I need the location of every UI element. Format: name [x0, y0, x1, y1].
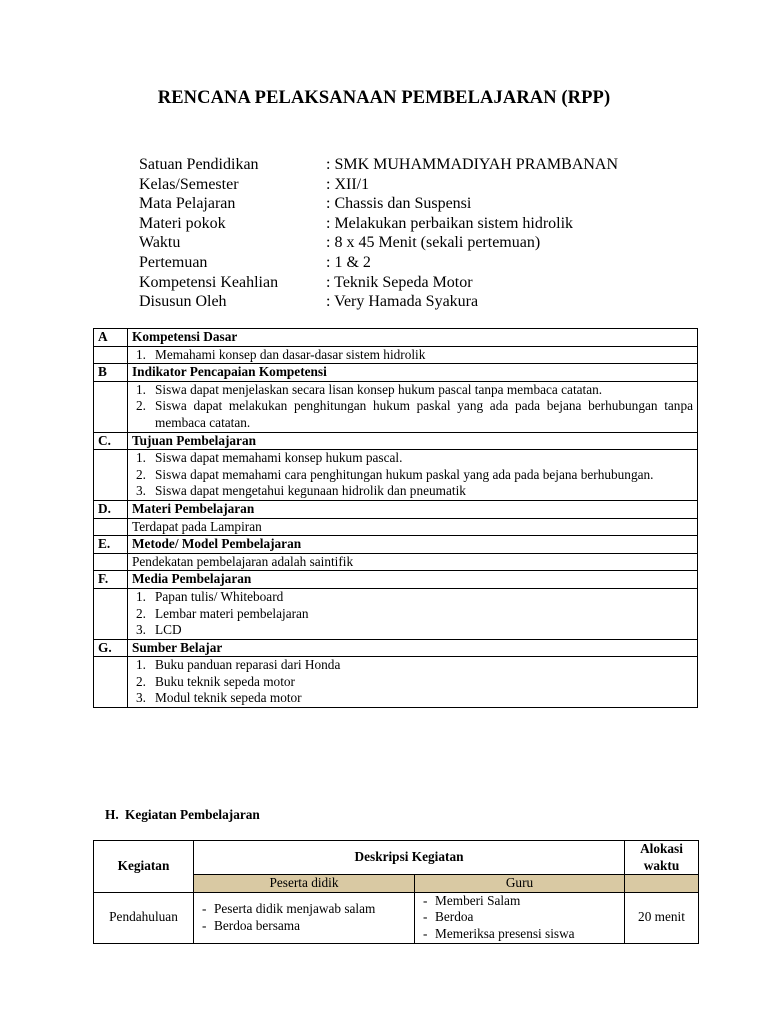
identity-block	[139, 155, 618, 312]
section-letter: F.	[94, 571, 128, 589]
identity-row	[139, 253, 618, 273]
section-content	[128, 450, 698, 501]
identity-row	[139, 155, 618, 175]
guru-cell	[415, 892, 625, 943]
list-item	[132, 589, 693, 606]
item-number: 1.	[136, 381, 146, 397]
item-number: 3.	[136, 483, 146, 499]
section-title: Materi Pembelajaran	[128, 500, 698, 518]
list-item	[132, 382, 693, 399]
section-content-row	[94, 588, 698, 639]
item-text: Siswa dapat menjelaskan secara lisan konsep hukum pascal tanpa membaca catatan.	[155, 381, 603, 397]
section-content-row	[94, 518, 698, 536]
section-content-row	[94, 657, 698, 708]
subheader-empty	[625, 875, 699, 893]
item-number: 1.	[136, 346, 146, 362]
dash-bullet: -	[423, 925, 428, 941]
list-item	[132, 483, 693, 500]
section-content	[128, 657, 698, 708]
identity-label: Satuan Pendidikan	[139, 156, 259, 173]
section-title: Media Pembelajaran	[128, 571, 698, 589]
list-item	[132, 622, 693, 639]
list-item	[419, 893, 620, 910]
item-number: 1.	[136, 657, 146, 673]
list-item	[132, 398, 693, 431]
section-title: Indikator Pencapaian Kompetensi	[128, 364, 698, 382]
identity-row	[139, 273, 618, 293]
identity-label: Disusun Oleh	[139, 293, 227, 311]
item-text: Memberi Salam	[435, 892, 521, 908]
item-number: 1.	[136, 450, 146, 466]
section-letter: G.	[94, 639, 128, 657]
section-header-row	[94, 639, 698, 657]
list-item	[419, 909, 620, 926]
table-header-row	[94, 841, 699, 875]
section-letter: C.	[94, 432, 128, 450]
item-text: Peserta didik menjawab salam	[214, 901, 376, 917]
section-letter: E.	[94, 536, 128, 554]
dash-bullet: -	[423, 892, 428, 908]
list-item	[198, 918, 410, 935]
identity-label: Kelas/Semester	[139, 175, 239, 193]
item-text: Memeriksa presensi siswa	[435, 925, 575, 941]
item-text: Modul teknik sepeda motor	[155, 690, 302, 706]
guru-list	[419, 893, 620, 943]
document-title: RENCANA PELAKSANAAN PEMBELAJARAN (RPP)	[157, 88, 611, 108]
identity-value: : 8 x 45 Menit (sekali pertemuan)	[326, 234, 541, 252]
section-title: Sumber Belajar	[128, 639, 698, 657]
identity-label: Materi pokok	[139, 214, 226, 232]
section-content-row	[94, 381, 698, 432]
item-text: Buku panduan reparasi dari Honda	[155, 657, 341, 673]
empty-cell	[94, 553, 128, 571]
item-number: 3.	[136, 622, 146, 638]
identity-value: : Chassis dan Suspensi	[326, 195, 472, 213]
item-text: Lembar materi pembelajaran	[155, 605, 309, 621]
list-item	[132, 467, 693, 484]
section-header-row	[94, 364, 698, 382]
dash-bullet: -	[202, 901, 207, 917]
item-text: Siswa dapat melakukan penghitungan hukum paskal yang ada pada bejana berhubungan tanpa membaca catatan.	[155, 398, 693, 430]
section-text: Pendekatan pembelajaran adalah saintifik	[128, 553, 698, 571]
list-item	[132, 347, 693, 364]
identity-label: Mata Pelajaran	[139, 195, 236, 213]
item-number: 1.	[136, 588, 146, 604]
identity-value: : SMK MUHAMMADIYAH PRAMBANAN	[326, 156, 619, 173]
list-item	[132, 674, 693, 691]
section-title: Tujuan Pembelajaran	[128, 432, 698, 450]
empty-cell	[94, 450, 128, 501]
peserta-cell	[194, 892, 415, 943]
column-header-alokasi: Alokasi waktu	[625, 841, 699, 875]
section-letter: D.	[94, 500, 128, 518]
item-list	[132, 589, 693, 639]
section-content	[128, 346, 698, 364]
item-text: Memahami konsep dan dasar-dasar sistem hidrolik	[155, 346, 426, 362]
empty-cell	[94, 588, 128, 639]
kegiatan-name: Pendahuluan	[94, 892, 194, 943]
item-number: 2.	[136, 673, 146, 689]
identity-value: : Very Hamada Syakura	[326, 293, 479, 311]
identity-label: Waktu	[139, 234, 181, 252]
list-item	[132, 450, 693, 467]
item-list	[132, 450, 693, 500]
identity-value: : XII/1	[326, 175, 370, 193]
list-item	[132, 657, 693, 674]
section-header-row	[94, 329, 698, 347]
subheader-peserta: Peserta didik	[194, 875, 415, 893]
peserta-list	[198, 901, 410, 934]
identity-value: : 1 & 2	[326, 253, 371, 271]
identity-row	[139, 175, 618, 195]
item-text: Papan tulis/ Whiteboard	[155, 588, 284, 604]
empty-cell	[94, 518, 128, 536]
section-content-row	[94, 553, 698, 571]
item-list	[132, 347, 693, 364]
item-list	[132, 382, 693, 432]
empty-cell	[94, 657, 128, 708]
subheader-guru: Guru	[415, 875, 625, 893]
alokasi-waktu: 20 menit	[625, 892, 699, 943]
item-text: Berdoa bersama	[214, 917, 301, 933]
item-text: Siswa dapat mengetahui kegunaan hidrolik dan pneumatik	[155, 483, 466, 499]
section-header-row	[94, 536, 698, 554]
list-item	[132, 690, 693, 707]
list-item	[198, 901, 410, 918]
section-content	[128, 381, 698, 432]
section-text: Terdapat pada Lampiran	[128, 518, 698, 536]
kegiatan-heading	[105, 807, 260, 823]
identity-row	[139, 194, 618, 214]
section-letter: B	[94, 364, 128, 382]
list-item	[419, 926, 620, 943]
item-text: Siswa dapat memahami cara penghitungan hukum paskal yang ada pada bejana berhubungan.	[155, 466, 654, 482]
dash-bullet: -	[423, 909, 428, 925]
identity-row	[139, 233, 618, 253]
column-header-deskripsi: Deskripsi Kegiatan	[194, 841, 625, 875]
section-header-row	[94, 500, 698, 518]
identity-row	[139, 214, 618, 234]
section-content-row	[94, 450, 698, 501]
section-letter: A	[94, 329, 128, 347]
kegiatan-table	[93, 840, 699, 944]
item-text: LCD	[155, 622, 182, 638]
empty-cell	[94, 346, 128, 364]
section-title: Kompetensi Dasar	[128, 329, 698, 347]
section-header-row	[94, 432, 698, 450]
column-header-kegiatan: Kegiatan	[94, 841, 194, 893]
section-content-row	[94, 346, 698, 364]
section-title: Kegiatan Pembelajaran	[125, 807, 260, 822]
item-number: 2.	[136, 398, 146, 414]
identity-value: : Teknik Sepeda Motor	[326, 273, 473, 291]
rpp-sections-table	[93, 328, 698, 708]
identity-row	[139, 292, 618, 312]
dash-bullet: -	[202, 917, 207, 933]
item-number: 2.	[136, 605, 146, 621]
item-text: Berdoa	[435, 909, 474, 925]
item-number: 2.	[136, 466, 146, 482]
identity-value: : Melakukan perbaikan sistem hidrolik	[326, 214, 574, 232]
section-header-row	[94, 571, 698, 589]
section-title: Metode/ Model Pembelajaran	[128, 536, 698, 554]
item-text: Buku teknik sepeda motor	[155, 673, 295, 689]
identity-label: Kompetensi Keahlian	[139, 273, 279, 291]
empty-cell	[94, 381, 128, 432]
item-text: Siswa dapat memahami konsep hukum pascal.	[155, 450, 403, 466]
item-list	[132, 657, 693, 707]
section-letter: H.	[105, 807, 119, 822]
identity-label: Pertemuan	[139, 253, 208, 271]
list-item	[132, 606, 693, 623]
table-row	[94, 892, 699, 943]
item-number: 3.	[136, 690, 146, 706]
section-content	[128, 588, 698, 639]
